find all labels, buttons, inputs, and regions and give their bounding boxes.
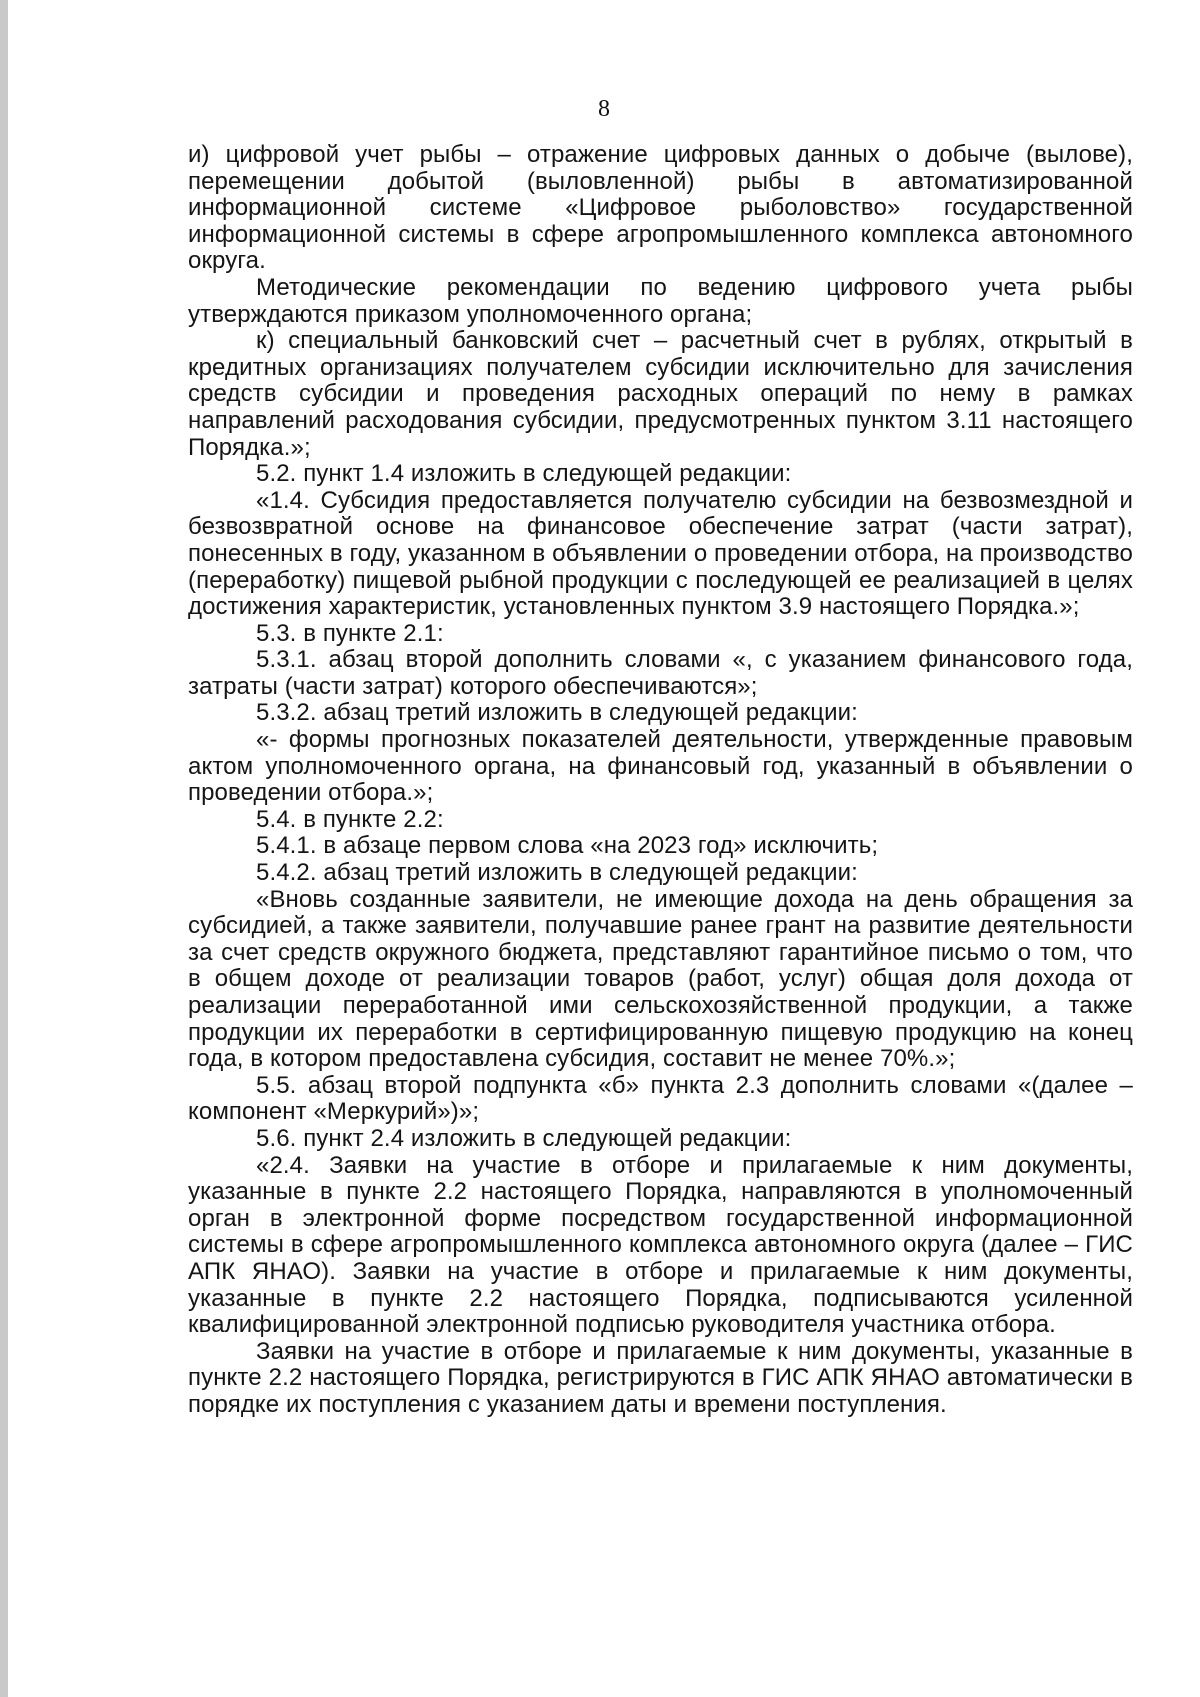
document-page [8,0,1200,1697]
paragraph: 5.3.2. абзац третий изложить в следующей редакции: [256,699,858,727]
paragraph: 5.6. пункт 2.4 изложить в следующей редакции: [256,1124,792,1152]
paragraph: 5.3.1. абзац второй дополнить словами «, с указанием финансового года, затраты (части затрат) которого обеспечиваются»; [188,646,1133,700]
paragraph: и) цифровой учет рыбы – отражение цифровых данных о добыче (вылове), перемещении добытой (выловленной) рыбы в автоматизированной информационной системе «Цифровое рыболовство» государственной информационной системы в сфере агропромышленного комплекса автономного округа. [188,141,1133,275]
paragraph: к) специальный банковский счет – расчетный счет в рублях, открытый в кредитных организациях получателем субсидии исключительно для зачисления средств субсидии и проведения расходных операций по нему в рамках направлений расходования субсидии, предусмотренных пунктом 3.11 настоящего Порядка.»; [188,327,1133,461]
paragraph: «2.4. Заявки на участие в отборе и прилагаемые к ним документы, указанные в пункте 2.2 настоящего Порядка, направляются в уполномоченный орган в электронной форме посредством государственной информационной системы в сфере агропромышленного комплекса автономного округа (далее – ГИС АПК ЯНАО). Заявки на участие в отборе и прилагаемые к ним документы, указанные в пункте 2.2 настоящего Порядка, подписываются усиленной квалифицированной электронной подписью руководителя участника отбора. [188,1151,1133,1339]
paragraph: Заявки на участие в отборе и прилагаемые к ним документы, указанные в пункте 2.2 настоящего Порядка, регистрируются в ГИС АПК ЯНАО автоматически в порядке их поступления с указанием даты и времени поступления. [188,1337,1133,1418]
paragraph: 5.2. пункт 1.4 изложить в следующей редакции: [256,460,792,488]
paragraph: 5.3. в пункте 2.1: [256,619,444,647]
paragraph: «- формы прогнозных показателей деятельности, утвержденные правовым актом уполномоченного органа, на финансовый год, указанный в объявлении о проведении отбора.»; [188,726,1133,807]
paragraph: 5.4.1. в абзаце первом слова «на 2023 год» исключить; [256,832,879,860]
paragraph: «Вновь созданные заявители, не имеющие дохода на день обращения за субсидией, а также заявители, получавшие ранее грант на развитие деятельности за счет средств окружного бюджета, представляют гарантийное письмо о том, что в общем доходе от реализации товаров (работ, услуг) общая доля дохода от реализации переработанной ими сельскохозяйственной продукции, а также продукции их переработки в сертифицированную пищевую продукцию на конец года, в котором предоставлена субсидия, составит не менее 70%.»; [188,885,1133,1073]
scan-left-edge [0,0,8,1697]
page-number: 8 [598,96,610,122]
paragraph: 5.4. в пункте 2.2: [256,805,444,833]
paragraph: 5.4.2. абзац третий изложить в следующей редакции: [256,859,858,887]
paragraph: «1.4. Субсидия предоставляется получателю субсидии на безвозмездной и безвозвратной основе на финансовое обеспечение затрат (части затрат), понесенных в году, указанном в объявлении о проведении отбора, на производство (переработку) пищевой рыбной продукции с последующей ее реализацией в целях достижения характеристик, установленных пунктом 3.9 настоящего Порядка.»; [188,486,1133,621]
document-body [188,142,1133,1419]
paragraph: 5.5. абзац второй подпункта «б» пункта 2.3 дополнить словами «(далее – компонент «Меркурий»)»; [188,1071,1133,1126]
paragraph: Методические рекомендации по ведению цифрового учета рыбы утверждаются приказом уполномоченного органа; [188,273,1133,328]
